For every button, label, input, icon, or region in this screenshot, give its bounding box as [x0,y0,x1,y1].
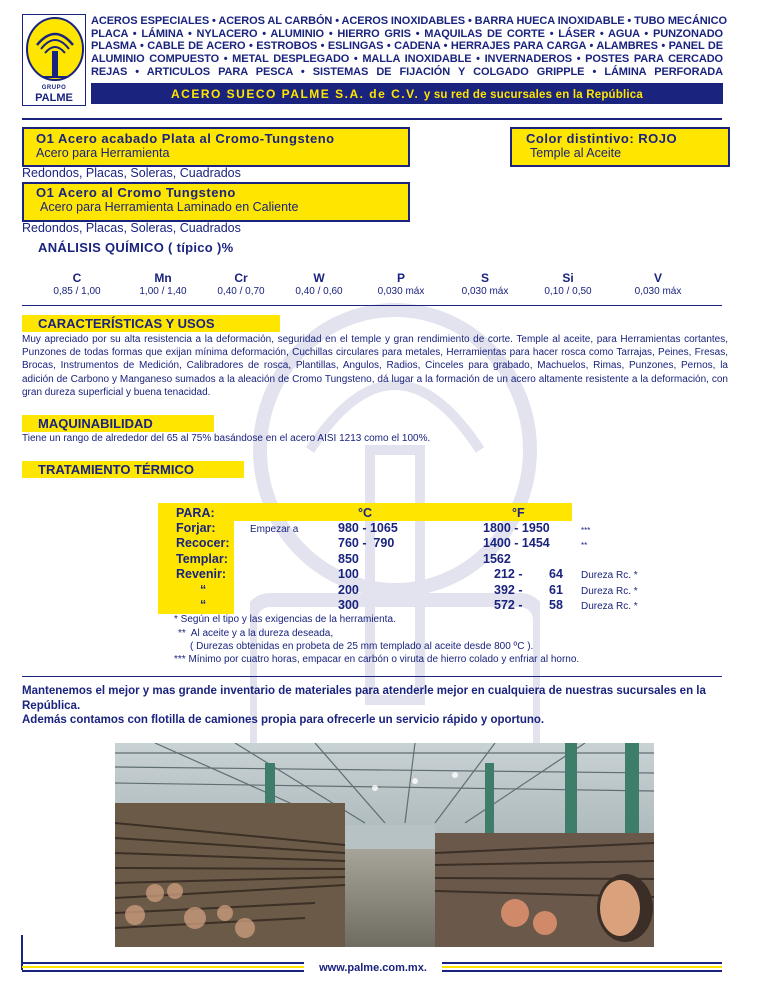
characteristics-heading: CARACTERÍSTICAS Y USOS [22,315,280,332]
heat-row-label: “ [200,583,207,597]
heat-note: ( Durezas obtenidas en probeta de 25 mm templado al aceite desde 800 ºC ). [190,641,534,652]
heat-note: * Según el tipo y las exigencias de la herramienta. [174,614,396,625]
element-value: 0,10 / 0,50 [544,286,592,297]
product1-subtitle: Acero para Herramienta [36,146,170,160]
product-line: PLASMA • CABLE DE ACERO • ESTROBOS • ESLINGAS • CADENA • HERRAJES PARA CARGA • ALAMBRES • PANEL DE [91,40,723,53]
product-lines [91,15,727,79]
footer-stripe [22,962,304,964]
product-line: REJAS • ARTICULOS PARA PESCA • SISTEMAS DE FIJACIÓN Y COLGADO GRIPPLE • LÁMINA PERFORADA [91,65,723,78]
banner-company: ACERO SUECO PALME S.A. de C.V. [171,87,420,101]
color-subtitle: Temple al Aceite [530,146,622,160]
col-fahrenheit: °F [512,506,525,520]
product-line: ACEROS ESPECIALES • ACEROS AL CARBÓN • ACEROS INOXIDABLES • BARRA HUECA INOXIDABLE • TUBO MECÁNICO [91,15,727,27]
color-box [510,127,730,167]
product2-title: O1 Acero al Cromo Tungsteno [36,185,236,200]
heat-row-note: Dureza Rc. * [581,601,638,612]
element-symbol: Mn [154,271,172,285]
col-para: PARA: [176,506,215,520]
heat-row-celsius: 100 [338,567,359,581]
analysis-item [528,271,608,297]
analysis-item [618,271,698,297]
element-value: 0,030 máx [461,286,509,297]
heat-row-fahrenheit: 212 - [494,567,523,581]
heat-row-fahrenheit: 1562 [483,552,511,566]
element-symbol: V [653,271,662,285]
heat-row-note: Dureza Rc. * [581,570,638,581]
warehouse-photo [115,743,654,947]
heat-row-celsius: 850 [338,552,359,566]
element-value: 0,030 máx [634,286,682,297]
characteristics-text: Muy apreciado por su alta resistencia a la deformación, seguridad en el temple y gran rendimiento de corte. Temple al aceite, para Herramientas cortantes, Punzones de todas formas que exijan mínima deformación, Cuchillas circulares para metales, Herramientas para hacer rosca como Tarrajas, Peines, Fresas, Brocas, Instrumentos de Medición, Calibradores de rosca, Plantillas, Angulos, Radios, Cinceles para grabado, Machuelos, Rimas, Punzones, Pernos, la adición de Carbono y Manganeso sumados a la aleación de Cromo Tungsteno, dá lugar a la formación de un acero altamente resistente a la deformación, con gran dureza superficial y buena tenacidad. [22,334,728,398]
analysis-item [123,271,203,297]
product1-box [22,127,410,167]
product-line: ALUMINIO COMPUESTO • METAL DESPLEGADO • MALLA INOXIDABLE • INVERNADEROS • POSTES PARA CERCADO [91,53,723,66]
section-rule [22,676,722,677]
header-rule [22,118,722,120]
product2-subtitle: Acero para Herramienta Laminado en Caliente [40,200,299,214]
banner-tail: y su red de sucursales en la República [423,89,643,101]
closing-text-2: Además contamos con flotilla de camiones propia para ofrecerle un servicio rápido y oportuno. [22,714,545,726]
analysis-item [37,271,117,297]
heat-row-note: ** [581,541,588,550]
element-value: 1,00 / 1,40 [139,286,187,297]
element-symbol: S [480,271,489,285]
heat-row-note: Dureza Rc. * [581,586,638,597]
heat-row-fahrenheit: 1800 - 1950 [483,521,550,535]
heat-row-hrc: 64 [549,567,563,581]
heat-row-label: “ [200,598,207,612]
product1-forms: Redondos, Placas, Soleras, Cuadrados [22,166,241,180]
element-value: 0,40 / 0,70 [217,286,265,297]
heat-row-hrc: 58 [549,598,563,612]
footer-vline [21,935,23,970]
tree-logo-icon [23,15,87,85]
analysis-item [361,271,441,297]
closing-text-1: Mantenemos el mejor y mas grande inventario de materiales para atenderle mejor en cualquiera de nuestras sucursales en la República. [22,685,706,712]
section-rule [22,305,722,306]
machinability-text: Tiene un rango de alrededor del 65 al 75% basándose en el acero AISI 1213 como el 100%. [22,433,431,444]
heat-row-label: Revenir: [176,567,227,581]
product2-box [22,182,410,222]
heat-row-label: Recocer: [176,536,230,550]
heat-row-celsius: 980 - 1065 [338,521,398,535]
element-value: 0,40 / 0,60 [295,286,343,297]
footer-url-link[interactable]: www.palme.com.mx. [319,962,427,974]
col-celsius: °C [358,506,373,520]
analysis-item [279,271,359,297]
element-symbol: Cr [234,271,248,285]
color-title: Color distintivo: ROJO [526,131,678,146]
heat-row-celsius: 300 [338,598,359,612]
heat-row-fahrenheit: 392 - [494,583,523,597]
analysis-item [201,271,281,297]
product1-title: O1 Acero acabado Plata al Cromo-Tungsteno [36,131,335,146]
element-value: 0,030 máx [377,286,425,297]
product-line: PLACA • LÁMINA • NYLACERO • ALUMINIO • HIERRO GRIS • MAQUILAS DE CORTE • LÁSER • AGUA • PUNZONADO [91,27,723,40]
heat-row-hrc: 61 [549,583,563,597]
product2-forms: Redondos, Placas, Soleras, Cuadrados [22,221,241,235]
footer-stripe [442,966,722,968]
heat-row-celsius: 760 - 790 [338,536,395,550]
logo-brand-text: PALME [35,92,73,104]
heat-treatment-heading: TRATAMIENTO TÉRMICO [22,461,244,478]
heat-row-note: *** [581,526,591,535]
element-symbol: C [72,271,82,285]
heat-row-extra: Empezar a [250,524,299,535]
footer-stripe [442,962,722,964]
heat-row-fahrenheit: 1400 - 1454 [483,536,550,550]
heat-row-label: Forjar: [176,521,216,535]
company-logo [22,14,86,106]
heat-note: *** Mínimo por cuatro horas, empacar en carbón o viruta de hierro colado y enfriar al horno. [174,654,580,665]
footer-stripe [22,966,304,968]
footer-stripe [442,970,722,972]
logo-grupo-text: GRUPO [41,85,67,91]
analysis-item [445,271,525,297]
machinability-heading: MAQUINABILIDAD [22,415,214,432]
heat-row-celsius: 200 [338,583,359,597]
element-symbol: P [396,271,405,285]
heat-note: ** Al aceite y a la dureza deseada, [178,628,334,639]
element-symbol: Si [562,271,574,285]
element-value: 0,85 / 1,00 [53,286,101,297]
analysis-heading: ANÁLISIS QUÍMICO ( típico )% [38,240,234,255]
element-symbol: W [313,271,325,285]
company-banner [91,83,723,104]
heat-row-label: Templar: [176,552,228,566]
footer-stripe [22,970,304,972]
heat-row-fahrenheit: 572 - [494,598,523,612]
